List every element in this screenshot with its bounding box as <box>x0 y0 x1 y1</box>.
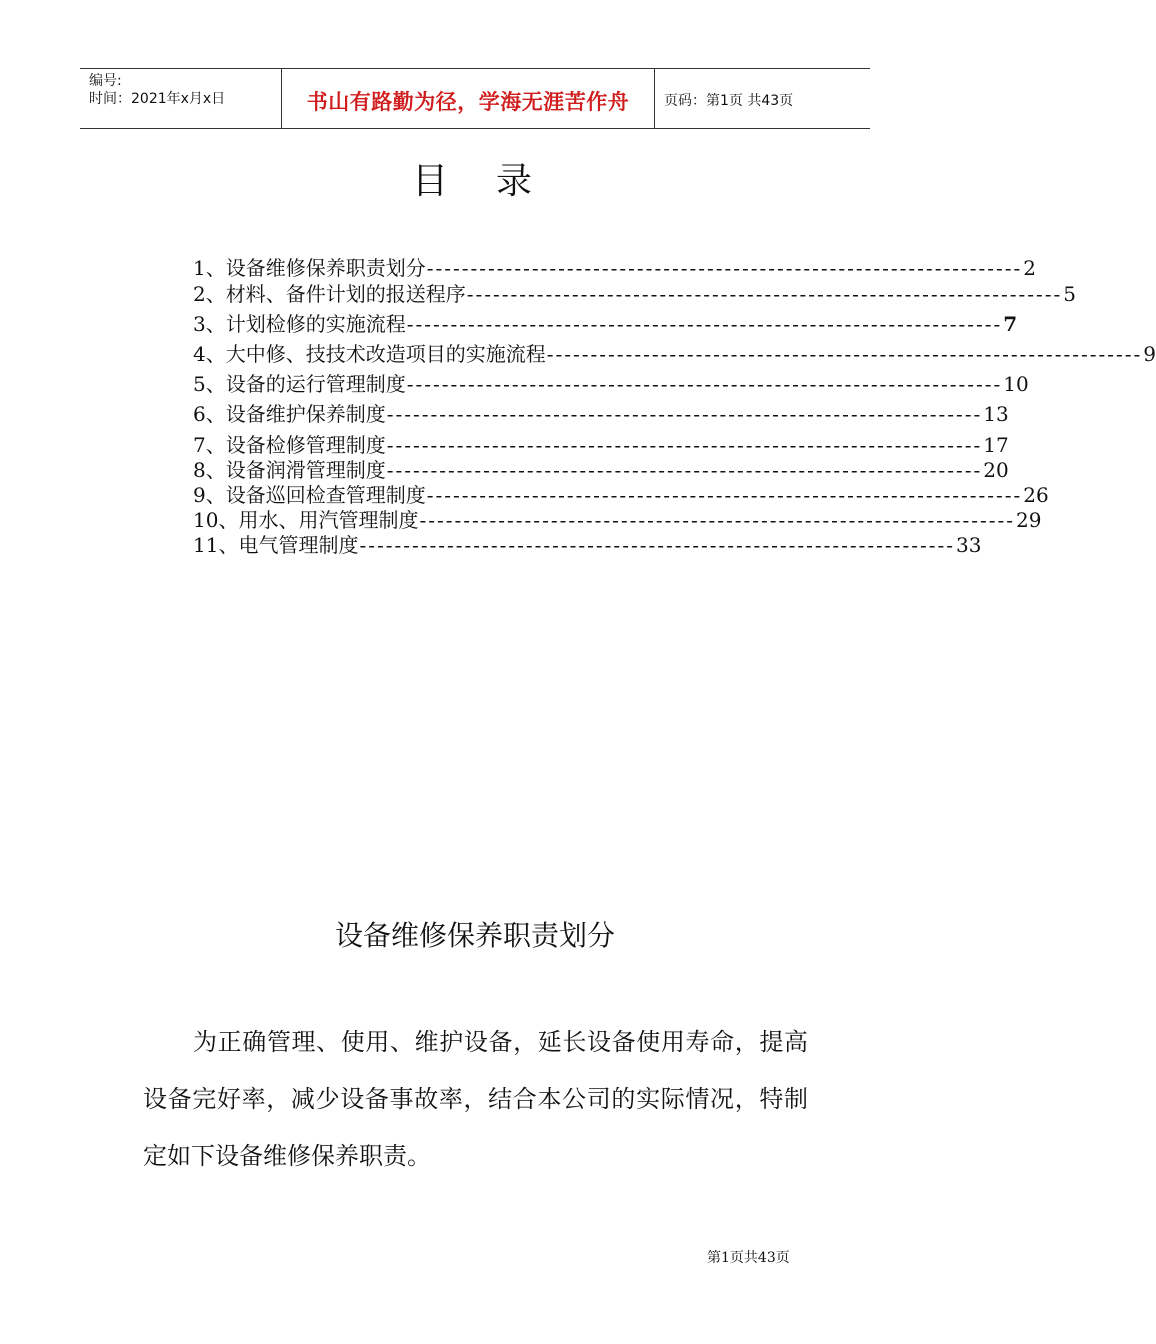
header-divider-right <box>654 69 655 129</box>
header-top-rule <box>80 68 870 69</box>
toc-item-page: 17 <box>983 433 1009 457</box>
toc-leader: -------------------------------------------------------------------- <box>406 312 1003 336</box>
toc-leader: -------------------------------------------------------------------- <box>386 402 983 426</box>
toc-item-label: 4、大中修、技技术改造项目的实施流程 <box>193 342 546 366</box>
toc-leader: -------------------------------------------------------------------- <box>386 458 983 482</box>
toc-item[interactable] <box>193 312 1018 336</box>
toc-item[interactable] <box>193 256 1036 280</box>
toc-item-label: 9、设备巡回检查管理制度 <box>193 483 426 507</box>
header-page-info: 页码：第1页 共43页 <box>664 93 794 109</box>
toc-item-label: 1、设备维修保养职责划分 <box>193 256 426 280</box>
section-title: 设备维修保养职责划分 <box>334 919 615 952</box>
toc-item-label: 8、设备润滑管理制度 <box>193 458 386 482</box>
toc-leader: -------------------------------------------------------------------- <box>426 483 1023 507</box>
toc-item[interactable] <box>193 483 1049 507</box>
toc-item-page: 7 <box>1003 312 1018 336</box>
document-number-label: 编号: <box>89 73 122 89</box>
toc-item-page: 9 <box>1143 342 1156 366</box>
toc-item-label: 3、计划检修的实施流程 <box>193 312 406 336</box>
toc-item[interactable] <box>193 372 1029 396</box>
toc-item-label: 10、用水、用汽管理制度 <box>193 508 419 532</box>
toc-item-label: 5、设备的运行管理制度 <box>193 372 406 396</box>
header-motto: 书山有路勤为径，学海无涯苦作舟 <box>306 90 630 114</box>
toc-item-page: 2 <box>1023 256 1036 280</box>
toc-item-label: 7、设备检修管理制度 <box>193 433 386 457</box>
toc-item[interactable] <box>193 433 1009 457</box>
toc-leader: -------------------------------------------------------------------- <box>406 372 1003 396</box>
toc-item-label: 2、材料、备件计划的报送程序 <box>193 282 466 306</box>
toc-item-page: 13 <box>983 402 1009 426</box>
footer-page-info: 第1页共43页 <box>707 1250 790 1266</box>
toc-leader: -------------------------------------------------------------------- <box>466 282 1063 306</box>
section-paragraph: 为正确管理、使用、维护设备，延长设备使用寿命，提高设备完好率，减少设备事故率，结合本公司的实际情况，特制定如下设备维修保养职责。 <box>143 1028 808 1170</box>
toc-leader: -------------------------------------------------------------------- <box>426 256 1023 280</box>
toc-item[interactable] <box>193 342 1156 366</box>
toc-leader: -------------------------------------------------------------------- <box>386 433 983 457</box>
toc-leader: -------------------------------------------------------------------- <box>419 508 1015 532</box>
toc-item[interactable] <box>193 533 982 557</box>
toc-item-page: 20 <box>983 458 1009 482</box>
toc-item-label: 11、电气管理制度 <box>193 533 359 557</box>
document-date: 时间：2021年x月x日 <box>89 91 226 107</box>
toc-item[interactable] <box>193 402 1009 426</box>
toc-title: 目 录 <box>411 161 538 202</box>
toc-leader: -------------------------------------------------------------------- <box>359 533 955 557</box>
toc-item[interactable] <box>193 508 1042 532</box>
toc-item-page: 33 <box>955 533 982 557</box>
toc-item-page: 5 <box>1063 282 1076 306</box>
toc-item-page: 10 <box>1003 372 1029 396</box>
toc-item[interactable] <box>193 282 1076 306</box>
toc-item-page: 29 <box>1015 508 1042 532</box>
header-bottom-rule <box>80 128 870 129</box>
toc-item[interactable] <box>193 458 1009 482</box>
toc-leader: -------------------------------------------------------------------- <box>546 342 1143 366</box>
toc-item-label: 6、设备维护保养制度 <box>193 402 386 426</box>
toc-item-page: 26 <box>1023 483 1049 507</box>
